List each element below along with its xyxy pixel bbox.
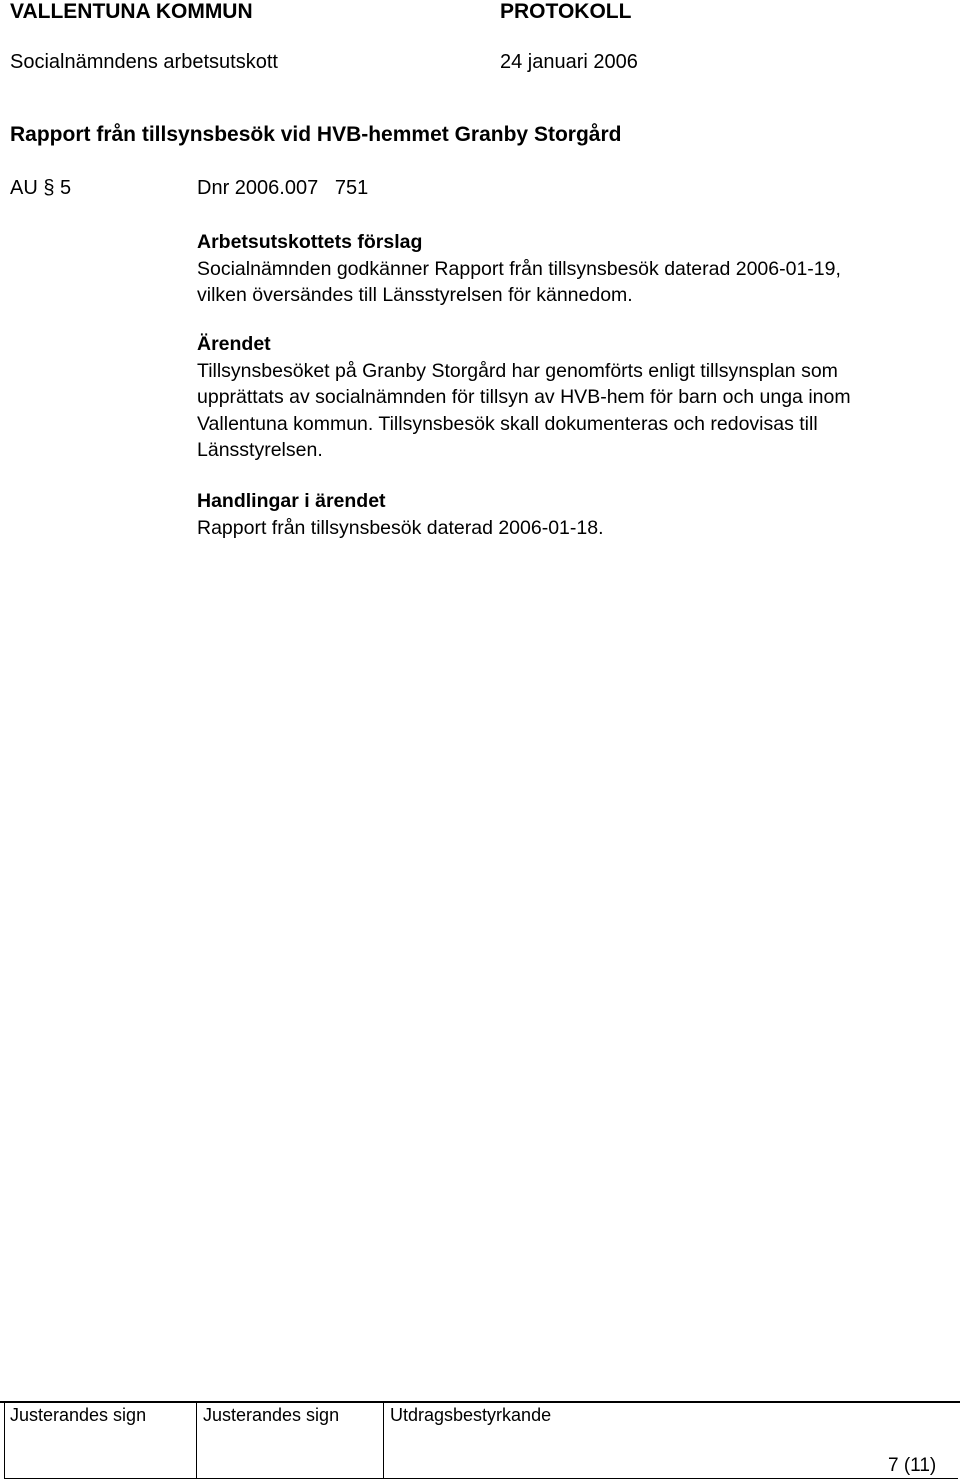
section-heading: Handlingar i ärendet bbox=[197, 490, 386, 512]
section-documents bbox=[197, 488, 604, 541]
doc-type: PROTOKOLL bbox=[500, 0, 632, 23]
sign-field-2: Justerandes sign bbox=[203, 1405, 340, 1425]
section-line: upprättats av socialnämnden för tillsyn av HVB-hem för barn och unga inom bbox=[197, 386, 851, 408]
section-line: Vallentuna kommun. Tillsynsbesök skall dokumenteras och redovisas till bbox=[197, 412, 818, 435]
page-title: Rapport från tillsynsbesök vid HVB-hemmet Granby Storgård bbox=[10, 123, 622, 146]
case-paragraph: AU § 5 bbox=[10, 177, 72, 199]
section-line: Tillsynsbesöket på Granby Storgård har genomförts enligt tillsynsplan som bbox=[197, 359, 838, 382]
section-proposal bbox=[197, 229, 841, 309]
footer-divider bbox=[196, 1401, 197, 1479]
case-dnr: Dnr 2006.007 751 bbox=[197, 177, 369, 199]
section-matter bbox=[197, 331, 851, 464]
sign-field-1: Justerandes sign bbox=[10, 1405, 147, 1425]
section-heading: Ärendet bbox=[197, 333, 271, 355]
section-line: Rapport från tillsynsbesök daterad 2006-01-18. bbox=[197, 516, 604, 539]
footer-divider bbox=[383, 1401, 384, 1479]
section-heading: Arbetsutskottets förslag bbox=[197, 231, 423, 253]
footer-top-rule bbox=[0, 1401, 960, 1403]
committee-name: Socialnämndens arbetsutskott bbox=[10, 51, 278, 73]
section-line: Socialnämnden godkänner Rapport från tillsynsbesök daterad 2006-01-19, bbox=[197, 257, 841, 280]
footer-divider bbox=[4, 1401, 5, 1479]
meeting-date: 24 januari 2006 bbox=[500, 51, 638, 73]
page-number: 7 (11) bbox=[888, 1455, 937, 1476]
footer-bottom-rule bbox=[4, 1478, 958, 1479]
extract-certification: Utdragsbestyrkande bbox=[390, 1405, 552, 1425]
section-line: Länsstyrelsen. bbox=[197, 439, 323, 461]
section-line: vilken översändes till Länsstyrelsen för kännedom. bbox=[197, 284, 633, 306]
org-name: VALLENTUNA KOMMUN bbox=[10, 0, 253, 23]
